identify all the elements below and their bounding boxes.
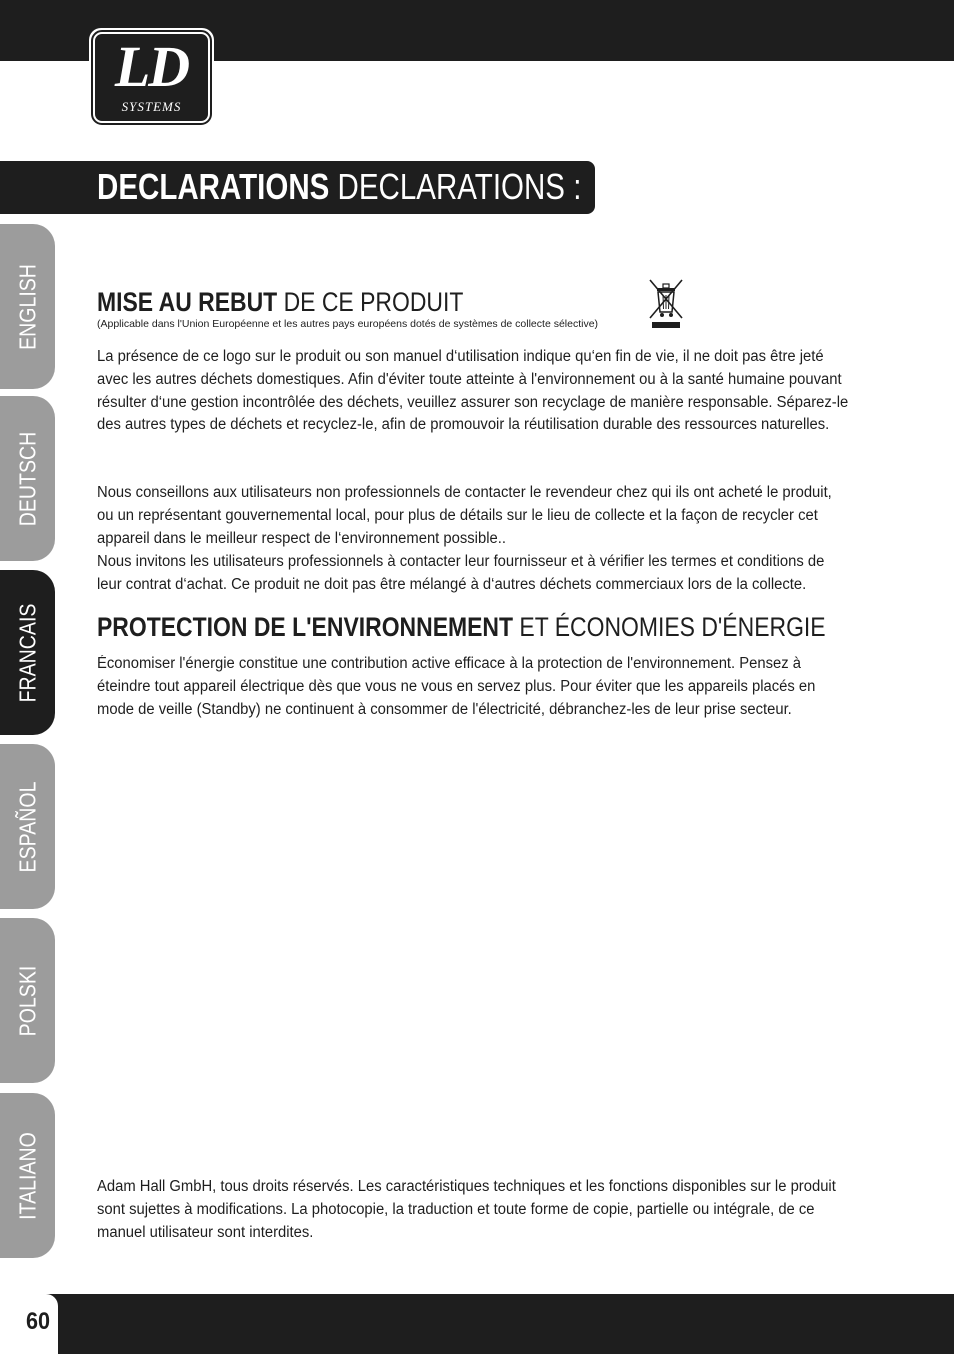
tab-italiano-label: ITALIANO — [14, 1131, 40, 1220]
disposal-paragraph-1: La présence de ce logo sur le produit ou son manuel d‘utilisation indique qu‘en fin de vie, il ne doit pas être jeté avec les autres déchets domestiques. Afin d'éviter toute atteinte à l'environnement ou à la santé humaine pouvant résulter d‘une gestion incontrôlée des déchets, veuillez assurer son recyclage de manière responsable. Séparez-le des autres types de déchets et recyclez-le, afin de promouvoir la réutilisation durable des ressources naturelles. — [97, 348, 849, 434]
environment-title-bold: PROTECTION DE L'ENVIRONNEMENT — [97, 612, 514, 642]
tab-italiano[interactable] — [0, 1093, 55, 1258]
environment-title-regular: ET ÉCONOMIES D'ÉNERGIE — [519, 612, 826, 642]
tab-deutsch[interactable] — [0, 396, 55, 561]
bottom-bar — [0, 1294, 954, 1354]
disposal-paragraph-3: Nous invitons les utilisateurs professionnels à contacter leur fournisseur et à vérifier les termes et conditions de leur contrat d‘achat. Ce produit ne doit pas être mélangé à d‘autres déchets commerciaux lors de la collecte. — [97, 553, 825, 593]
page-title — [97, 165, 581, 209]
disposal-section-title — [97, 286, 463, 318]
disposal-note: (Applicable dans l'Union Européenne et les autres pays européens dotés de systèmes de collecte sélective) — [97, 318, 599, 330]
tab-deutsch-label: DEUTSCH — [14, 431, 40, 526]
tab-english-label: ENGLISH — [14, 263, 40, 350]
tab-english[interactable] — [0, 224, 55, 389]
disposal-title-regular: DE CE PRODUIT — [283, 287, 464, 317]
page-title-regular: DECLARATIONS : — [337, 166, 582, 207]
tab-espanol-label: ESPAÑOL — [14, 781, 40, 872]
copyright-notice: Adam Hall GmbH, tous droits réservés. Les caractéristiques techniques et les fonctions disponibles sur le produit sont sujettes à modifications. La photocopie, la traduction et toute forme de copie, partielle ou intégrale, de ce manuel utilisateur sont interdites. — [97, 1178, 836, 1241]
tab-espanol[interactable] — [0, 744, 55, 909]
crossed-out-wheelie-bin-icon — [648, 278, 684, 330]
logo-main-text: LD — [114, 34, 189, 99]
tab-polski[interactable] — [0, 918, 55, 1083]
disposal-title-bold: MISE AU REBUT — [97, 287, 278, 317]
tab-francais[interactable] — [0, 570, 55, 735]
page-title-bold: DECLARATIONS — [97, 166, 330, 207]
logo-sub-text: SYSTEMS — [121, 99, 182, 114]
environment-paragraph: Économiser l'énergie constitue une contribution active efficace à la protection de l'environnement. Pensez à éteindre tout appareil électrique dès que vous ne vous en servez plus. Pour éviter que les appareils placés en mode de veille (Standby) ne continuent à consommer de l'électricité, débranchez-les de leur prise secteur. — [97, 655, 816, 718]
environment-section-title — [97, 611, 826, 643]
disposal-paragraph-2: Nous conseillons aux utilisateurs non professionnels de contacter le revendeur chez qui ils ont acheté le produit, ou un représentant gouvernemental local, pour plus de détails sur le lieu de collecte et la façon de recycler cet appareil dans le meilleur respect de l‘environnement possible.. — [97, 484, 832, 547]
tab-francais-label: FRANCAIS — [14, 603, 40, 702]
tab-polski-label: POLSKI — [14, 965, 40, 1036]
page-number: 60 — [26, 1308, 51, 1335]
ld-systems-logo — [89, 28, 214, 127]
